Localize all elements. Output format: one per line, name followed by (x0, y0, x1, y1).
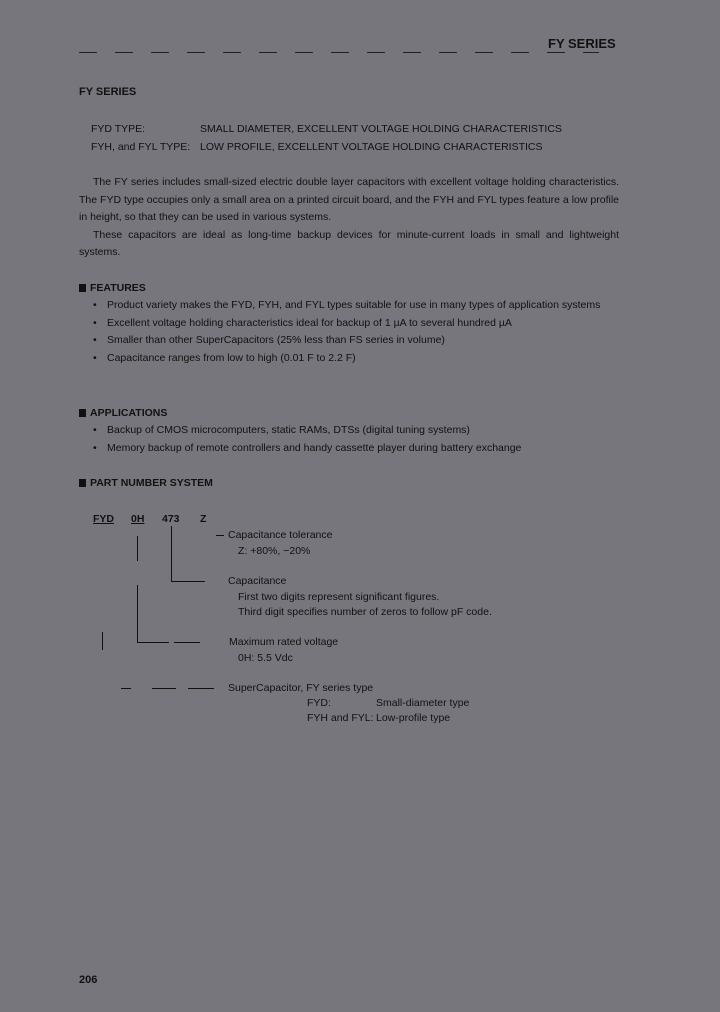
list-item: • Capacitance ranges from low to high (0.01 F to 2.2 F) (93, 350, 619, 368)
list-item: • Backup of CMOS microcomputers, static RAMs, DTSs (digital tuning systems) (93, 422, 619, 440)
connector-line (137, 585, 138, 642)
type-desc: LOW PROFILE, EXCELLENT VOLTAGE HOLDING CHARACTERISTICS (200, 141, 543, 153)
type-desc: SMALL DIAMETER, EXCELLENT VOLTAGE HOLDING CHARACTERISTICS (200, 123, 562, 135)
voltage-title: Maximum rated voltage (229, 636, 339, 648)
code-capacitance: 473 (162, 513, 180, 525)
connector-line (188, 688, 214, 689)
applications-heading: APPLICATIONS (79, 408, 167, 419)
series-desc: Low-profile type (376, 712, 451, 724)
type-label: FYD TYPE: (91, 123, 146, 135)
capacitance-line: First two digits represent significant figures. (238, 591, 440, 603)
capacitance-line: Third digit specifies number of zeros to follow pF code. (238, 606, 492, 618)
intro-paragraph: These capacitors are ideal as long-time backup devices for minute-current loads in small and lightweight systems. (79, 228, 619, 258)
type-label: FYH, and FYL TYPE: (91, 141, 191, 153)
connector-line (171, 581, 205, 582)
connector-line (152, 688, 176, 689)
voltage-value: 0H: 5.5 Vdc (238, 652, 293, 664)
connector-line (137, 536, 138, 561)
intro-paragraph: The FY series includes small-sized electric double layer capacitors with excellent voltage holding characteristics. The FYD type occupies only a small area on a printed circuit board, and the FYH and FYL types feature a low profile in height, so that they can be used in various systems. (79, 176, 619, 223)
features-list (93, 297, 619, 368)
list-item: • Product variety makes the FYD, FYH, and FYL types suitable for use in many types of application systems (93, 297, 619, 315)
header-rule (79, 52, 599, 53)
connector-line (216, 535, 224, 536)
series-title: SuperCapacitor, FY series type (228, 682, 374, 694)
tolerance-title: Capacitance tolerance (228, 529, 333, 541)
connector-line (121, 688, 131, 689)
connector-line (102, 632, 103, 650)
page-number: 206 (79, 974, 98, 986)
list-item: • Memory backup of remote controllers and handy cassette player during battery exchange (93, 440, 619, 458)
connector-line (137, 642, 169, 643)
page-title: FY SERIES (79, 86, 137, 98)
code-series: FYD (93, 513, 114, 525)
capacitance-title: Capacitance (228, 575, 287, 587)
features-heading: FEATURES (79, 283, 146, 294)
part-number-heading: PART NUMBER SYSTEM (79, 478, 213, 489)
code-voltage: 0H (131, 513, 145, 525)
list-item: • Excellent voltage holding characteristics ideal for backup of 1 µA to several hundred µA (93, 315, 619, 333)
applications-list (93, 422, 619, 457)
tolerance-value: Z: +80%, −20% (238, 545, 311, 557)
list-item: • Smaller than other SuperCapacitors (25% less than FS series in volume) (93, 332, 619, 350)
series-desc: Small-diameter type (376, 697, 470, 709)
intro (79, 174, 619, 262)
connector-line (174, 642, 200, 643)
code-tolerance: Z (200, 513, 207, 525)
series-code: FYH and FYL: (307, 712, 374, 724)
header-series: FY SERIES (548, 36, 616, 51)
series-code: FYD: (307, 697, 331, 709)
connector-line (171, 526, 172, 582)
